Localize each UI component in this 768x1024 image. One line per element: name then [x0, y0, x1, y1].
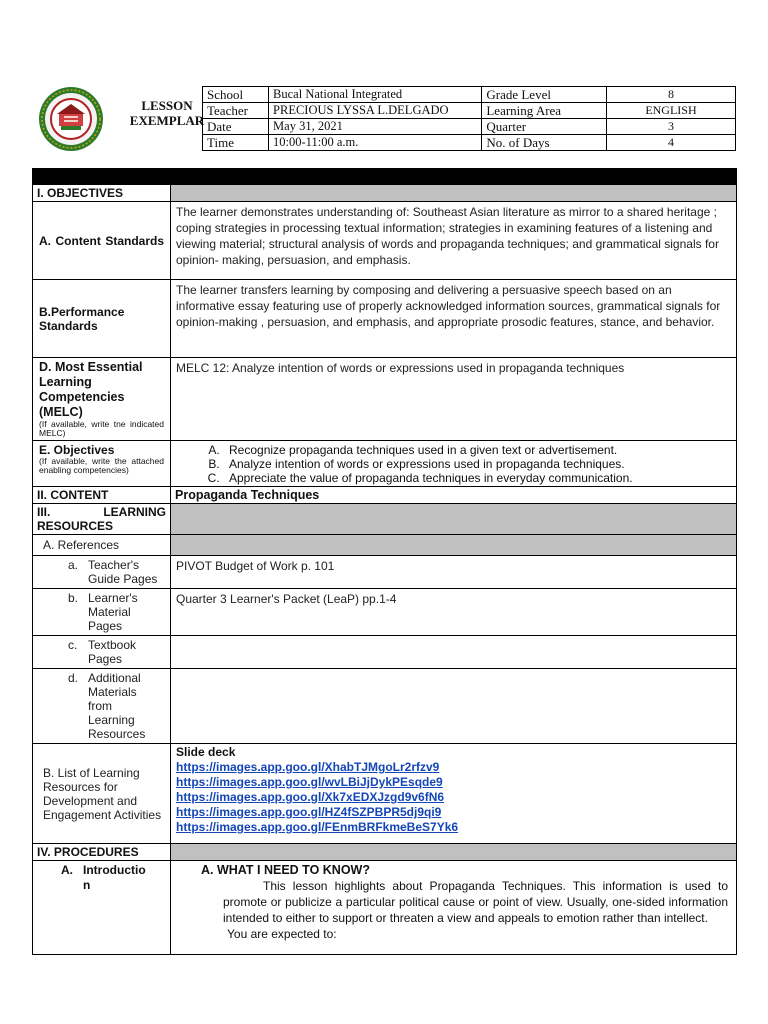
lesson-header [32, 82, 736, 158]
performance-standards-label: B.Performance Standards [33, 280, 171, 358]
content-standards-text: The learner demonstrates understanding of: Southeast Asian literature as mirror to a shared heritage ; coping strategies in processing textual information; strategies in examining features of a listening and viewing material; structural analysis of words and propaganda techniques; and grammatical signals for opinion- making, persuasion, and emphasis. [171, 202, 737, 280]
days-label: No. of Days [482, 135, 607, 151]
learning-resources-list-label: B. List of Learning Resources for Development and Engagement Activities [33, 744, 171, 844]
what-i-need-to-know-title: A. WHAT I NEED TO KNOW? [201, 863, 370, 877]
lesson-exemplar-title: LESSON EXEMPLAR [129, 98, 205, 128]
e-objectives-row [33, 441, 737, 487]
reference-label: Textbook Pages [88, 638, 137, 666]
date-label: Date [203, 119, 269, 135]
references-label: A. References [33, 535, 171, 556]
performance-standards-text: The learner transfers learning by composing and delivering a persuasive speech based on an informative essay featuring use of properly acknowledged information sources, grammatical signals for opinion-making , persuasion, and emphasis, and appropriate prosodic features, stance, and behavior. [171, 280, 737, 358]
procedures-heading: IV. PROCEDURES [33, 844, 171, 861]
learning-resources-heading-1: III. LEARNING [37, 505, 166, 519]
reference-row-a: a. Teacher's Guide Pages PIVOT Budget of Work p. 101 [33, 556, 737, 589]
school-value: Bucal National Integrated [269, 87, 482, 103]
e-objectives-label: E. Objectives [39, 443, 115, 457]
content-standards-row [33, 202, 737, 280]
reference-row-d: d. Additional Materials from Learning Resources [33, 669, 737, 744]
resource-link[interactable]: https://images.app.goo.gl/FEnmBRFkmeBeS7Yk6 [176, 820, 459, 834]
reference-value: PIVOT Budget of Work p. 101 [171, 556, 737, 589]
content-heading: II. CONTENT [33, 487, 171, 504]
lesson-plan-table [32, 168, 737, 955]
black-header-bar [33, 169, 737, 185]
time-value: 10:00-11:00 a.m. [269, 135, 482, 151]
quarter-value: 3 [606, 119, 735, 135]
introduction-label: A. Introductio n [61, 863, 146, 892]
quarter-label: Quarter [482, 119, 607, 135]
reference-row-c: c. Textbook Pages [33, 636, 737, 669]
introduction-row [33, 861, 737, 955]
teacher-label: Teacher [203, 103, 269, 119]
melc-row [33, 358, 737, 441]
reference-row-b: b. Learner's Material Pages Quarter 3 Learner's Packet (LeaP) pp.1-4 [33, 589, 737, 636]
performance-standards-row [33, 280, 737, 358]
days-value: 4 [606, 135, 735, 151]
e-objective-item: B. Analyze intention of words or expressions used in propaganda techniques. [223, 457, 736, 471]
learning-resources-heading-2: RESOURCES [37, 519, 114, 533]
objectives-heading: I. OBJECTIVES [33, 185, 171, 202]
melc-label: D. Most Essential Learning Competencies (MELC) [39, 360, 143, 419]
resource-link[interactable]: https://images.app.goo.gl/HZ4fSZPBPR5dj9qi9 [176, 805, 442, 819]
resource-links [176, 760, 731, 835]
time-label: Time [203, 135, 269, 151]
resource-link[interactable]: https://images.app.goo.gl/wvLBiJjDykPEsqde9 [176, 775, 443, 789]
reference-label: Teacher's Guide Pages [88, 558, 158, 586]
e-objectives-list [171, 443, 736, 485]
reference-label: Additional Materials from Learning Resources [88, 671, 146, 741]
date-value: May 31, 2021 [269, 119, 482, 135]
resource-link[interactable]: https://images.app.goo.gl/XhabTJMgoLr2rfzv9 [176, 760, 440, 774]
e-objective-item: A. Recognize propaganda techniques used in a given text or advertisement. [223, 443, 736, 457]
learning-resources-heading-row [33, 504, 737, 535]
content-row [33, 487, 737, 504]
reference-value: Quarter 3 Learner's Packet (LeaP) pp.1-4 [171, 589, 737, 636]
reference-value [171, 636, 737, 669]
e-objectives-note: (If available, write the attached enabling competencies) [39, 456, 164, 475]
school-seal-logo [38, 86, 104, 152]
content-standards-label: A. Content Standards [39, 233, 164, 248]
procedures-heading-row [33, 844, 737, 861]
resource-link[interactable]: https://images.app.goo.gl/Xk7xEDXJzgd9v6fN6 [176, 790, 445, 804]
teacher-value: PRECIOUS LYSSA L.DELGADO [269, 103, 482, 119]
expected-text: You are expected to: [227, 927, 337, 941]
references-row [33, 535, 737, 556]
grade-level-label: Grade Level [482, 87, 607, 103]
reference-value [171, 669, 737, 744]
content-value: Propaganda Techniques [171, 487, 737, 504]
introduction-paragraph: This lesson highlights about Propaganda Techniques. This information is used to promote or publicize a particular political cause or point of view. Usually, one-sided information intended to either to support or threaten a view and appeals to emotion rather than intellect. [223, 879, 728, 925]
learning-area-value: ENGLISH [606, 103, 735, 119]
lesson-info-table [202, 86, 736, 151]
learning-resources-list-row [33, 744, 737, 844]
melc-text: MELC 12: Analyze intention of words or expressions used in propaganda techniques [171, 358, 737, 441]
reference-label: Learner's Material Pages [88, 591, 138, 633]
school-label: School [203, 87, 269, 103]
grade-level-value: 8 [606, 87, 735, 103]
e-objective-item: C. Appreciate the value of propaganda techniques in everyday communication. [223, 471, 736, 485]
objectives-heading-row [33, 185, 737, 202]
slide-deck-label: Slide deck [176, 745, 236, 759]
melc-note: (If available, write tne indicated MELC) [39, 419, 164, 438]
learning-area-label: Learning Area [482, 103, 607, 119]
